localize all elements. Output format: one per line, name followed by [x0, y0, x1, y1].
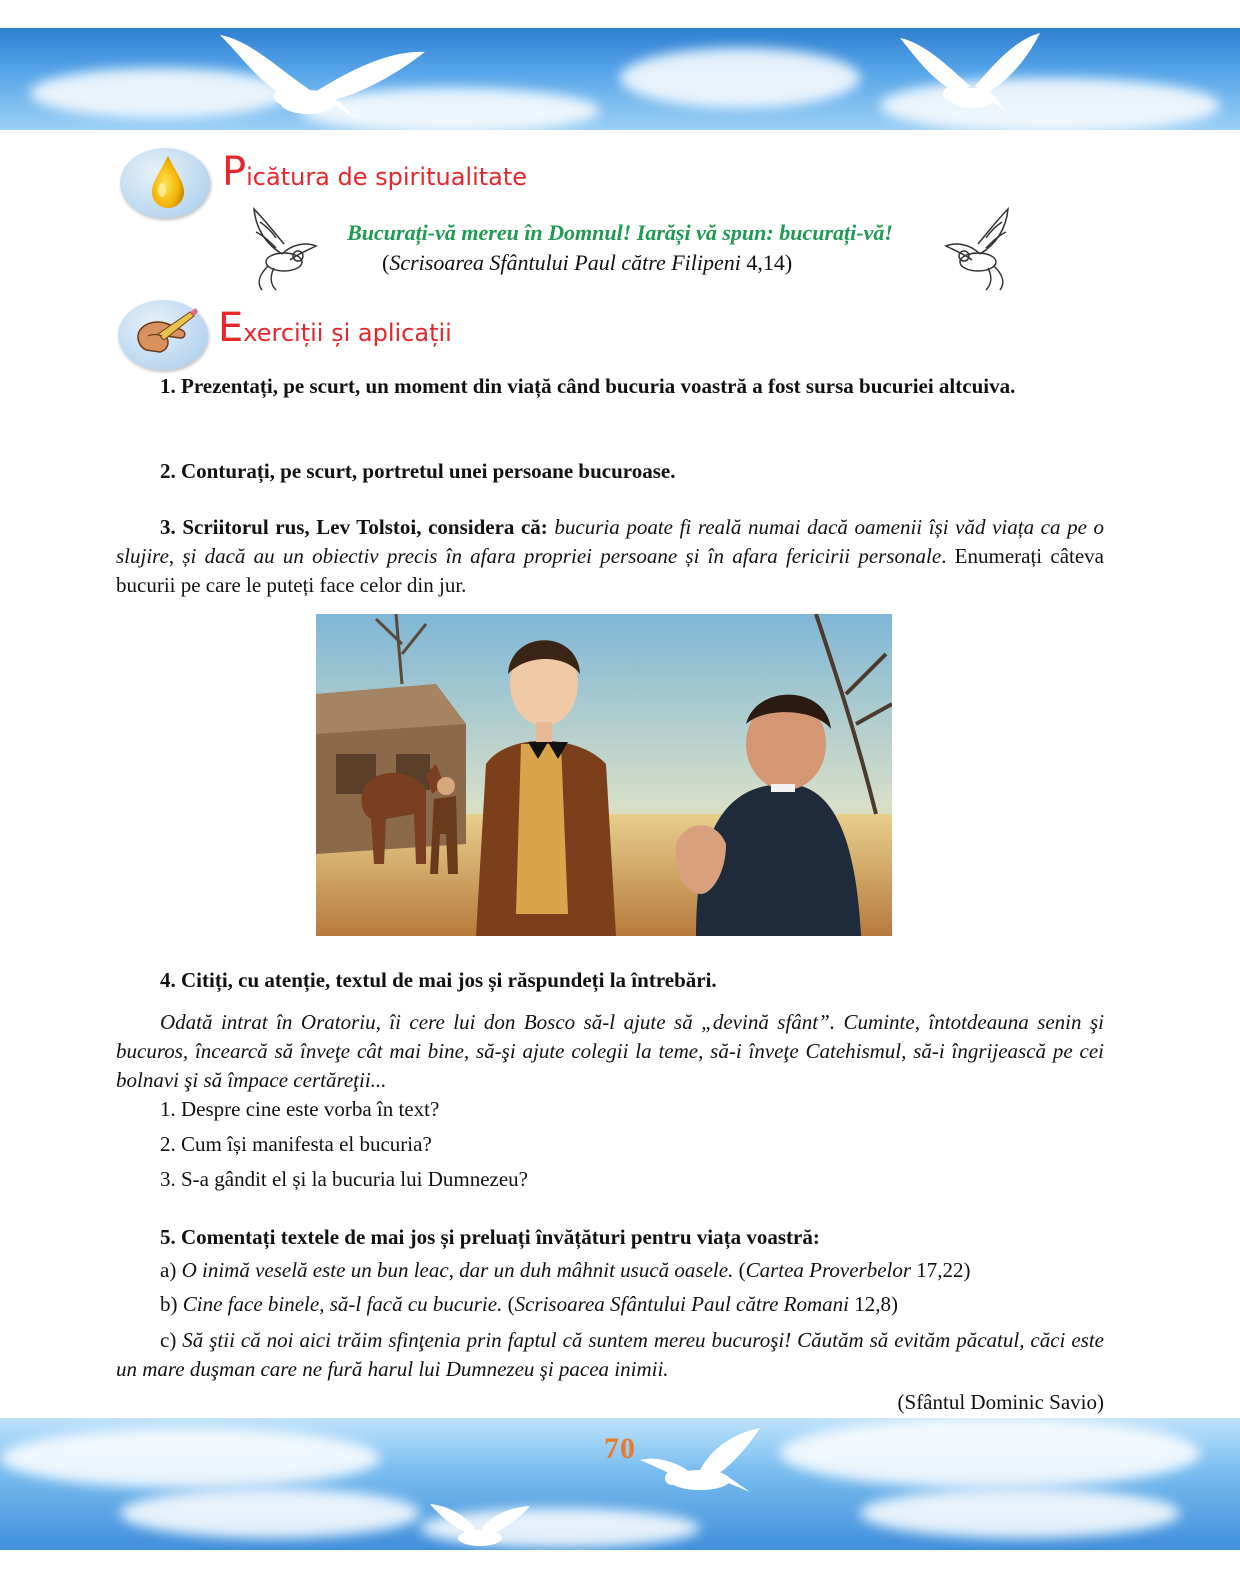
- oil-drop-icon: [120, 148, 210, 218]
- illustration-painting: [316, 614, 892, 936]
- ref-open: (: [382, 250, 390, 275]
- writing-hand-icon: [118, 300, 208, 370]
- exercise-4-question-2: 2. Cum își manifesta el bucuria?: [160, 1132, 432, 1156]
- exercise-5-c-author: (Sfântul Dominic Savio): [897, 1390, 1104, 1414]
- dove-icon: [880, 28, 1060, 128]
- exercise-4-question-3: 3. S-a gândit el și la bucuria lui Dumnezeu?: [160, 1167, 528, 1191]
- title-initial: P: [222, 149, 247, 195]
- quote-text: Cine face binele, să-l facă cu bucurie.: [182, 1292, 503, 1316]
- title-initial: E: [218, 305, 244, 351]
- ref-verse: 12,8): [849, 1292, 898, 1316]
- title-rest: xerciții și aplicații: [243, 319, 452, 347]
- section-title-spirituality: [222, 149, 528, 195]
- page-number: 70: [604, 1432, 636, 1465]
- ref-open: (: [733, 1258, 746, 1282]
- ref-source: Scrisoarea Sfântului Paul către Filipeni: [389, 250, 741, 275]
- item-prefix: a): [160, 1258, 182, 1282]
- title-rest: icătura de spiritualitate: [246, 163, 528, 191]
- spirituality-reference: [382, 250, 792, 276]
- exercise-1: 1. Prezentați, pe scurt, un moment din viață când bucuria voastră a fost sursa bucuriei altcuiva.: [160, 374, 1016, 398]
- item-prefix: b): [160, 1292, 183, 1316]
- exercise-3-task: . Enumerați câteva bucurii pe care le puteți face celor din jur.: [116, 544, 1104, 597]
- quote-text: O inimă veselă este un bun leac, dar un duh mâhnit usucă oasele.: [181, 1258, 734, 1282]
- exercise-3-lead: 3. Scriitorul rus, Lev Tolstoi, considera că:: [160, 515, 555, 539]
- item-prefix: c): [160, 1328, 183, 1352]
- exercise-3: [116, 513, 1104, 600]
- dove-icon: [246, 204, 320, 294]
- ref-verse: 4,14): [740, 250, 793, 275]
- exercise-2: 2. Conturați, pe scurt, portretul unei persoane bucuroase.: [160, 459, 676, 483]
- section-title-exercises: [218, 305, 452, 351]
- dove-icon: [942, 204, 1016, 294]
- spirituality-quote: Bucurați-vă mereu în Domnul! Iarăși vă spun: bucurați-vă!: [347, 220, 893, 245]
- exercise-4-title: 4. Citiți, cu atenție, textul de mai jos și răspundeți la întrebări.: [160, 968, 717, 992]
- exercise-5-title: 5. Comentați textele de mai jos și preluați învățături pentru viața voastră:: [160, 1225, 820, 1249]
- exercise-5-c: [116, 1326, 1104, 1384]
- dove-icon: [420, 1498, 540, 1550]
- ref-source: Cartea Proverbelor: [745, 1258, 912, 1282]
- quote-text: Să ştii că noi aici trăim sfinţenia prin faptul că suntem mereu bucuroşi! Căutăm să evităm păcatul, căci este un mare duşman care ne fură harul lui Dumnezeu şi pacea inimii.: [116, 1328, 1104, 1381]
- exercise-4-question-1: 1. Despre cine este vorba în text?: [160, 1097, 440, 1121]
- exercise-4-text: Odată intrat în Oratoriu, îi cere lui don Bosco să-l ajute să „devină sfânt”. Cuminte, întotdeauna senin şi bucuros, încearcă să înveţe cât mai bine, să-şi ajute colegii la teme, să-i înveţe Catehismul, să-i îngrijească pe cei bolnavi şi să împace certăreţii...: [116, 1010, 1104, 1092]
- header-banner: [0, 28, 1240, 130]
- exercise-5-b: [160, 1292, 898, 1317]
- ref-source: Scrisoarea Sfântului Paul către Romani: [514, 1292, 849, 1316]
- ref-open: (: [502, 1292, 515, 1316]
- ref-verse: 17,22): [911, 1258, 971, 1282]
- exercise-5-a: [160, 1258, 971, 1283]
- dove-icon: [190, 30, 430, 130]
- exercise-3-quote: bucuria poate fi reală numai dacă oamenii își văd viața ca pe o slujire, și dacă au un obiectiv precis în afara propriei persoane și în afara fericirii personale: [116, 515, 1104, 568]
